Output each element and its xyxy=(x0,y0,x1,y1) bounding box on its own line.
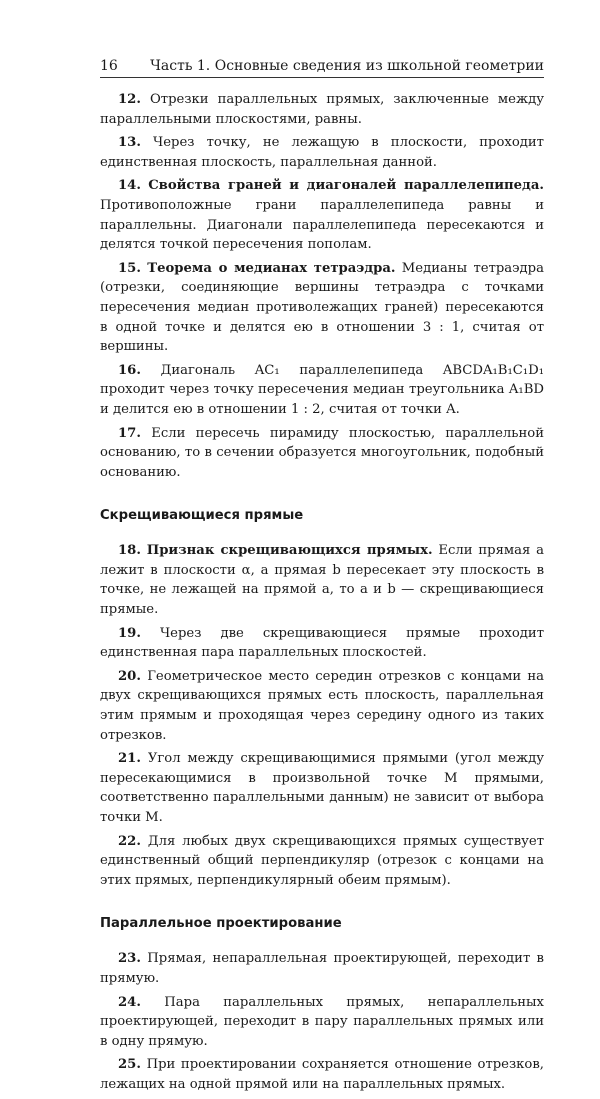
item-25: 25. При проектировании сохраняется отношение отрезков, лежащих на одной прямой или на параллельных прямых. xyxy=(100,1057,544,1092)
item-12: 12. Отрезки параллельных прямых, заключенные между параллельными плоскостями, равны. xyxy=(100,92,544,127)
item-13: 13. Через точку, не лежащую в плоскости, проходит единственная плоскость, параллельная данной. xyxy=(100,135,544,170)
section-heading-parallel-projection: Параллельное проектирование xyxy=(100,916,342,932)
item-21: 21. Угол между скрещивающимися прямыми (угол между пересекающимися в произвольной точке M прямыми, соответственно параллельными данным) не зависит от выбора точки M. xyxy=(100,751,544,825)
section-heading-skew-lines: Скрещивающиеся прямые xyxy=(100,508,304,524)
item-17: 17. Если пересечь пирамиду плоскостью, параллельной основанию, то в сечении образуется многоугольник, подобный основанию. xyxy=(100,425,544,480)
item-19: 19. Через две скрещивающиеся прямые проходит единственная пара параллельных плоскостей. xyxy=(100,625,544,661)
item-23: 23. Прямая, непараллельная проектирующей, переходит в прямую. xyxy=(100,951,544,986)
item-14: 14. Свойства граней и диагоналей параллелепипеда. Противоположные грани параллелепипеда равны и параллельны. Диагонали параллелепипеда пересекаются и делятся точкой пересечения пополам. xyxy=(100,178,544,253)
item-20: 20. Геометрическое место середин отрезков с концами на двух скрещивающихся прямых есть плоскость, параллельная этим прямым и проходящая через середину одного из таких отрезков. xyxy=(100,668,544,743)
item-16: 16. Диагональ AC₁ параллелепипеда ABCDA₁B₁C₁D₁ проходит через точку пересечения медиан треугольника A₁BD и делится ею в отношении 1 : 2, считая от точки A. xyxy=(100,362,544,417)
item-24: 24. Пара параллельных прямых, непараллельных проектирующей, переходит в пару параллельных прямых или в одну прямую. xyxy=(100,994,544,1049)
item-18: 18. Признак скрещивающихся прямых. Если прямая a лежит в плоскости α, а прямая b пересекает эту плоскость в точке, не лежащей на прямой a, то a и b — скрещивающиеся прямые. xyxy=(100,543,544,618)
running-title: Часть 1. Основные сведения из школьной геометрии xyxy=(150,58,544,74)
running-header xyxy=(100,58,544,78)
page-number: 16 xyxy=(100,58,118,74)
item-22: 22. Для любых двух скрещивающихся прямых существует единственный общий перпендикуляр (отрезок с концами на этих прямых, перпендикулярный обеим прямым). xyxy=(100,833,544,888)
page-body xyxy=(100,90,544,1099)
item-15: 15. Теорема о медианах тетраэдра. Медианы тетраэдра (отрезки, соединяющие вершины тетраэдра с точками пересечения медиан противолежащих граней) пересекаются в одной точке и делятся ею в отношении 3 : 1, считая от вершины. xyxy=(100,260,544,355)
